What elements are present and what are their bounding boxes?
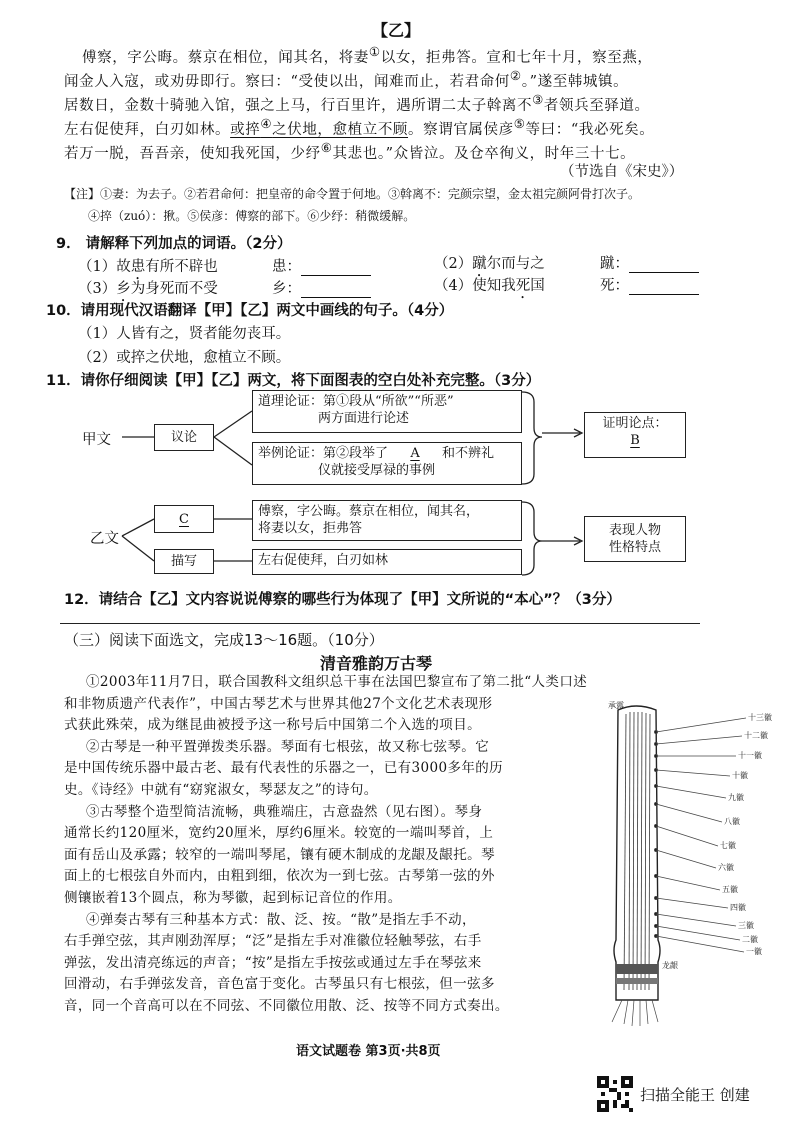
q10-sentence-1: （1）人皆有之，贤者能勿丧耳。	[78, 326, 291, 342]
q9-answer-1: 患：	[272, 255, 371, 276]
hui-label: 八徽	[724, 817, 740, 826]
hui-label: 六徽	[718, 863, 734, 872]
q9-item-3: （3）乡为身死而不受	[78, 281, 218, 297]
yi-label: 乙文	[90, 531, 119, 547]
p2-line-2: 是中国传统乐器中最古老、最有代表性的乐器之一，已有3000多年的历	[64, 760, 504, 777]
jia-label: 甲文	[82, 432, 111, 448]
hui-label: 一徽	[746, 947, 762, 956]
hui-label: 五徽	[722, 885, 738, 894]
hui-label: 十一徽	[738, 751, 762, 760]
divider-line	[60, 623, 700, 624]
p2-line-1: ②古琴是一种平置弹拨类乐器。琴面有七根弦，故又称七弦琴。它	[86, 738, 490, 755]
notes-line-1: 【注】①妻：为去子。②若君命何：把皇帝的命令置于何地。③斡离不：完颜宗望，金太祖完颜阿骨打次子。	[64, 187, 641, 201]
yi-line-5: 若万一脱，吾吾亲，使知我死国，少纾⑥其悲也。”众皆泣。及仓卒徇义，时年三十七。	[64, 140, 636, 162]
zuoyou-box: 左右促使拜，白刃如林	[252, 549, 522, 575]
p4-line-3: 弹弦，发出清亮练远的声音；“按”是指左手按弦或通过左手在琴弦来	[64, 954, 482, 971]
yi-line-1: 傅察，字公晦。蔡京在相位，闻其名，将妻①以女，拒弗答。宣和七年十月，察至燕，	[82, 44, 653, 66]
hui-label: 十二徽	[744, 731, 768, 740]
underlined-sentence: 或捽④之伏地，愈植立不顾	[230, 116, 409, 138]
yi-line-2: 闻金人入寇，或劝毋即行。察曰：“受使以出，闻难而止，若君命何②。”遂至韩城镇。	[64, 68, 629, 90]
part3-title: （三）阅读下面选文，完成13～16题。（10分）	[64, 631, 384, 649]
q9-item-4: （4）使知我死国	[434, 278, 545, 294]
guqin-figure	[596, 700, 772, 1030]
essay-title: 清音雅韵万古琴	[320, 654, 433, 673]
juli-box: 举例论证：第②段举了 A 和不辨礼 仪就接受厚禄的事例	[252, 442, 522, 485]
p4-line-5: 音，同一个音高可以在不同弦、不同徽位用散、泛、按等不同方式奏出。	[64, 997, 509, 1014]
notes-line-2: ④捽（zuó）：揪。⑤侯彦：傅察的部下。⑥少纾：稍微缓解。	[88, 209, 416, 223]
qr-code-icon	[597, 1076, 633, 1112]
q9-item-2: （2）蹴尔而与之	[434, 256, 545, 272]
q9-answer-4: 死：	[600, 274, 699, 295]
p4-line-4: 回滑动，右手弹弦发音，音色富于变化。古琴虽只有七根弦，但一弦多	[64, 976, 495, 993]
top-label: 承露	[608, 701, 624, 710]
question-9-title: 9． 请解释下列加点的词语。（2分）	[56, 236, 292, 252]
hui-label: 四徽	[730, 903, 746, 912]
page-footer: 语文试题卷 第3页·共8页	[296, 1044, 441, 1059]
hui-label: 七徽	[720, 841, 736, 850]
emphasized-word: 患	[130, 259, 146, 275]
q9-answer-3: 乡：	[272, 277, 371, 298]
p2-line-3: 史。《诗经》中就有“窈窕淑女，琴瑟友之”的诗句。	[64, 781, 378, 798]
p3-line-4: 面上的七根弦自外而内，由粗到细，依次为一到七弦。古琴第一弦的外	[64, 868, 495, 885]
blank-B[interactable]: B	[630, 433, 640, 448]
emphasized-word: 死	[515, 278, 531, 294]
fucha-box: 傅察，字公晦。蔡京在相位，闻其名， 将妻以女，拒弗答	[252, 500, 522, 541]
essay-body	[64, 672, 587, 1018]
yi-line-4: 左右促使拜，白刃如林。或捽④之伏地，愈植立不顾。察谓官属侯彦⑤等曰：“我必死矣。	[64, 116, 655, 138]
blank-A[interactable]: A	[410, 446, 420, 461]
daoli-box: 道理论证：第①段从“所欲”“所恶” 两方面进行论述	[252, 390, 522, 433]
yilun-box: 议论	[154, 424, 214, 451]
p4-line-1: ④弹奏古琴有三种基本方式：散、泛、按。“散”是指左手不动，	[86, 911, 476, 928]
bottom-label: 龙龈	[662, 961, 678, 970]
p4-line-2: 右手弹空弦，其声刚劲浑厚；“泛”是指左手对准徽位轻触琴弦，右手	[64, 933, 482, 950]
yi-line-3: 居数日，金数十骑驰入馆，强之上马，行百里许，遇所谓二太子斡离不③者领兵至驿道。	[64, 92, 650, 114]
q9-answer-2: 蹴：	[600, 252, 699, 273]
hui-label: 三徽	[738, 921, 754, 930]
miaoxie-box: 描写	[154, 549, 214, 574]
p1-line-2: 和非物质遗产代表作”，中国古琴艺术与世界其他27个文化艺术表现形	[64, 695, 493, 712]
zhengming-box: 证明论点： B	[584, 412, 686, 458]
p3-line-2: 通常长约120厘米，宽约20厘米，厚约6厘米。较宽的一端叫琴首，上	[64, 825, 494, 842]
hui-label: 二徽	[742, 935, 758, 944]
question-12-title: 12．请结合【乙】文内容说说傅察的哪些行为体现了【甲】文所说的“本心”？（3分）	[64, 592, 621, 608]
box-C	[154, 505, 214, 533]
hui-label: 十三徽	[748, 713, 772, 722]
q9-item-1: （1）故患有所不辟也	[78, 259, 218, 275]
emphasized-word: 乡	[116, 281, 131, 297]
hui-label: 九徽	[728, 793, 744, 802]
blank-C[interactable]: C	[179, 511, 189, 527]
q10-sentence-2: （2）或捽之伏地，愈植立不顾。	[78, 350, 291, 366]
p3-line-1: ③古琴整个造型简洁流畅，典雅端庄，古意盎然（见右图）。琴身	[86, 803, 483, 820]
p3-line-3: 面有岳山及承露；较窄的一端叫琴尾，镶有硬木制成的龙龈及龈托。琴	[64, 846, 495, 863]
question-11-title: 11．请你仔细阅读【甲】【乙】两文，将下面图表的空白处补充完整。（3分）	[46, 373, 541, 389]
p1-line-3: 式获此殊荣，成为继昆曲被授予这一称号后中国第二个入选的项目。	[64, 717, 481, 734]
hui-label: 十徽	[732, 771, 748, 780]
source-citation: （节选自《宋史》）	[560, 164, 684, 180]
emphasized-word: 蹴	[472, 256, 487, 272]
biaoxian-box: 表现人物 性格特点	[584, 516, 686, 562]
p3-line-5: 侧镶嵌着13个圆点，称为琴徽，起到标记音位的作用。	[64, 889, 402, 906]
p1-line-1: ①2003年11月7日，联合国教科文组织总干事在法国巴黎宣布了第二批“人类口述	[86, 674, 588, 690]
scanner-credit: 扫描全能王 创建	[640, 1086, 750, 1104]
section-yi-heading: 【乙】	[372, 21, 421, 40]
question-10-title: 10．请用现代汉语翻译【甲】【乙】两文中画线的句子。（4分）	[46, 303, 454, 319]
